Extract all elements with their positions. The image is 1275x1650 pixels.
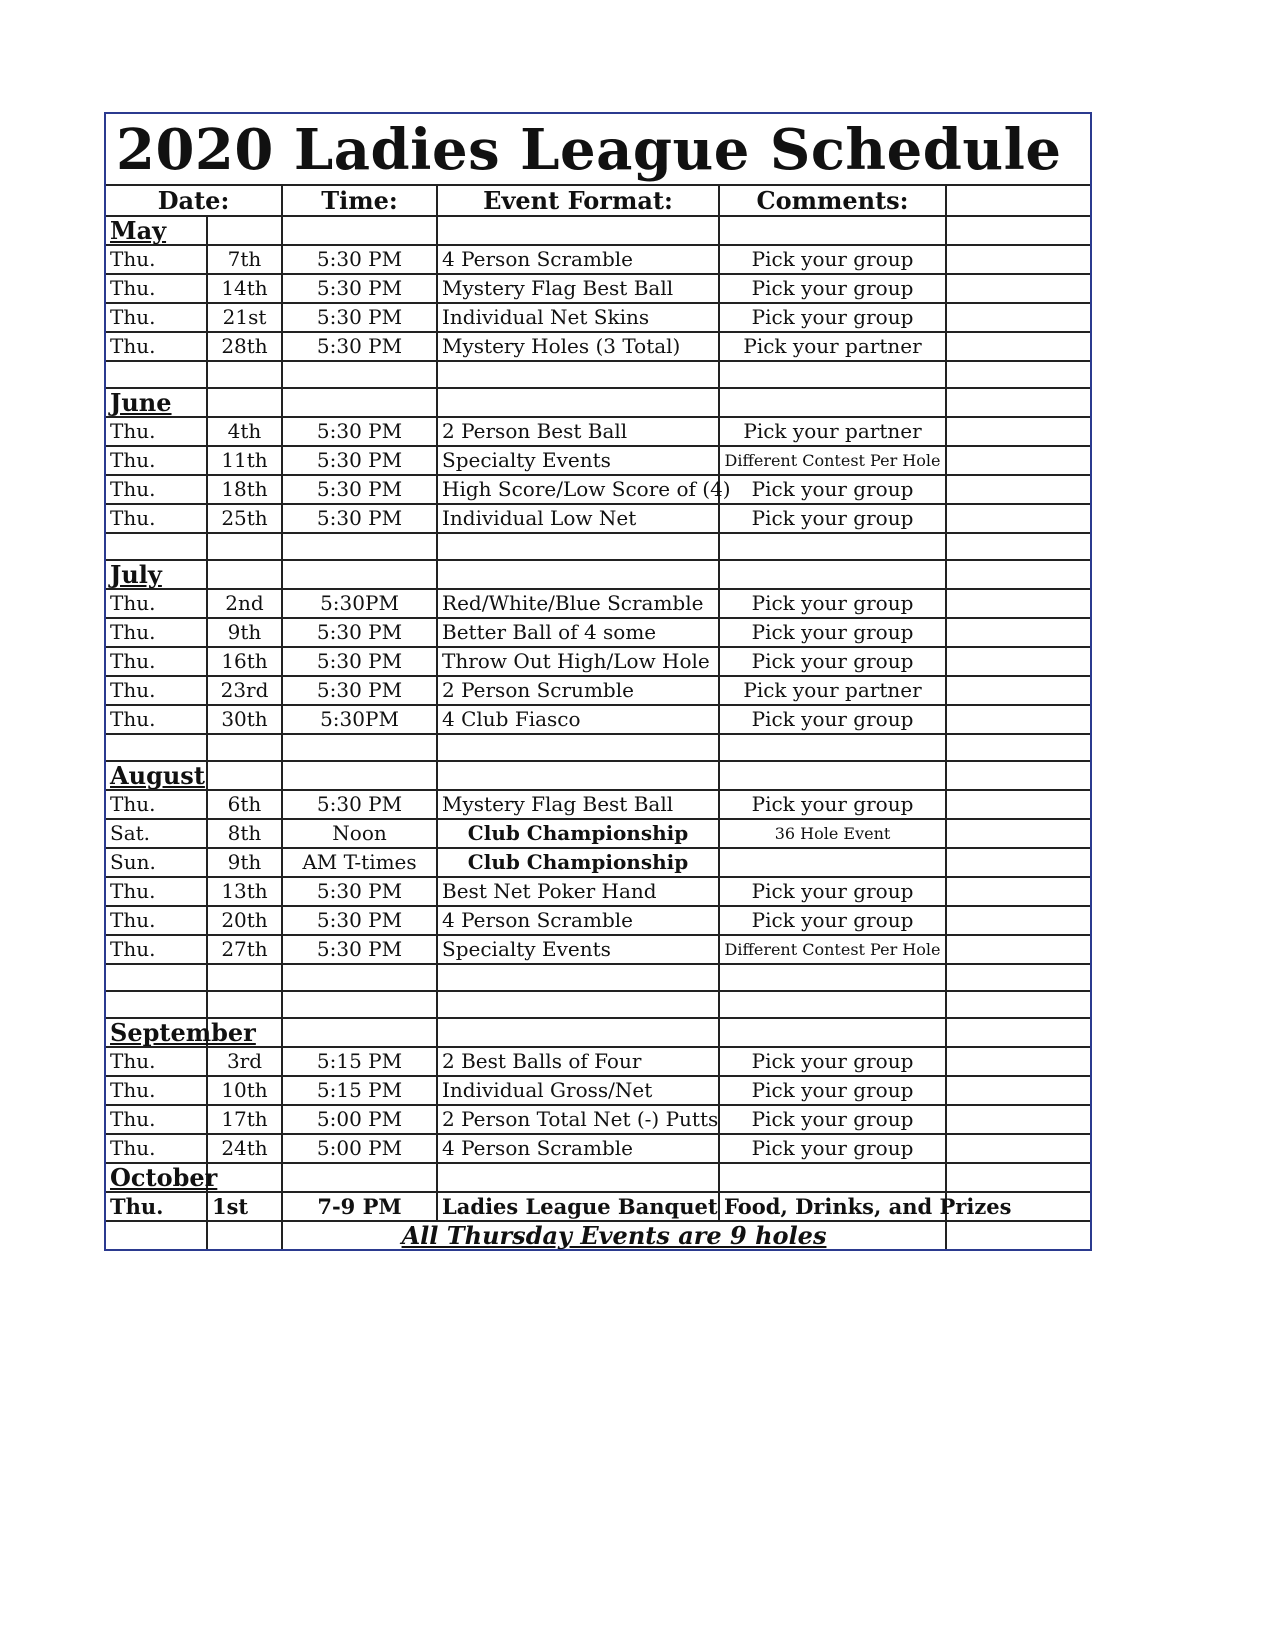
blank-cell xyxy=(946,1163,1090,1192)
event-day: Thu. xyxy=(106,417,207,446)
event-day: Thu. xyxy=(106,1134,207,1163)
event-day: Thu. xyxy=(106,589,207,618)
event-day: Thu. xyxy=(106,1192,207,1221)
blank-cell xyxy=(946,647,1090,676)
event-format: Better Ball of 4 some xyxy=(437,618,719,647)
month-label: June xyxy=(106,388,207,417)
event-comment: Pick your group xyxy=(719,245,946,274)
event-date: 10th xyxy=(207,1076,282,1105)
event-date: 24th xyxy=(207,1134,282,1163)
blank-cell xyxy=(437,533,719,560)
page-title: 2020 Ladies League Schedule xyxy=(106,114,1090,186)
event-row xyxy=(106,819,1090,848)
blank-cell xyxy=(207,216,282,245)
event-time: 5:30 PM xyxy=(282,332,437,361)
event-time: 5:30 PM xyxy=(282,618,437,647)
event-comment: Pick your group xyxy=(719,705,946,734)
event-date: 14th xyxy=(207,274,282,303)
event-day: Thu. xyxy=(106,618,207,647)
blank-cell xyxy=(106,964,207,991)
blank-cell xyxy=(207,361,282,388)
blank-cell xyxy=(946,991,1090,1018)
event-day: Thu. xyxy=(106,705,207,734)
event-time: AM T-times xyxy=(282,848,437,877)
event-row xyxy=(106,618,1090,647)
blank-cell xyxy=(719,734,946,761)
event-date: 30th xyxy=(207,705,282,734)
event-date: 8th xyxy=(207,819,282,848)
blank-cell xyxy=(437,388,719,417)
event-format: 4 Person Scramble xyxy=(437,906,719,935)
blank-cell xyxy=(437,1163,719,1192)
event-comment: Pick your group xyxy=(719,1105,946,1134)
event-date: 9th xyxy=(207,618,282,647)
blank-row xyxy=(106,361,1090,388)
event-day: Thu. xyxy=(106,906,207,935)
blank-cell xyxy=(437,216,719,245)
schedule-body xyxy=(106,186,1090,1249)
blank-cell xyxy=(946,1047,1090,1076)
event-row xyxy=(106,475,1090,504)
event-comment: Food, Drinks, and Prizes xyxy=(719,1192,946,1221)
event-comment: Different Contest Per Hole xyxy=(719,935,946,964)
blank-cell xyxy=(946,245,1090,274)
blank-row xyxy=(106,964,1090,991)
blank-cell xyxy=(946,705,1090,734)
blank-cell xyxy=(282,734,437,761)
event-time: 5:30 PM xyxy=(282,475,437,504)
schedule-table xyxy=(106,186,1090,1249)
event-row xyxy=(106,504,1090,533)
blank-cell xyxy=(719,991,946,1018)
event-date: 16th xyxy=(207,647,282,676)
blank-cell xyxy=(946,216,1090,245)
event-date: 4th xyxy=(207,417,282,446)
event-day: Thu. xyxy=(106,446,207,475)
event-date: 25th xyxy=(207,504,282,533)
event-time: 5:30 PM xyxy=(282,274,437,303)
event-row xyxy=(106,877,1090,906)
event-format: Best Net Poker Hand xyxy=(437,877,719,906)
event-format: 2 Person Total Net (-) Putts xyxy=(437,1105,719,1134)
event-row xyxy=(106,245,1090,274)
blank-cell xyxy=(946,361,1090,388)
blank-cell xyxy=(946,1076,1090,1105)
blank-cell xyxy=(282,560,437,589)
blank-cell xyxy=(946,417,1090,446)
blank-cell xyxy=(207,1163,282,1192)
event-format: Specialty Events xyxy=(437,935,719,964)
blank-cell xyxy=(946,819,1090,848)
event-day: Thu. xyxy=(106,332,207,361)
blank-cell xyxy=(946,1221,1090,1249)
event-comment: Pick your group xyxy=(719,877,946,906)
event-time: 5:15 PM xyxy=(282,1047,437,1076)
month-row-august xyxy=(106,761,1090,790)
blank-cell xyxy=(437,761,719,790)
blank-cell xyxy=(946,274,1090,303)
event-comment: 36 Hole Event xyxy=(719,819,946,848)
event-comment: Pick your partner xyxy=(719,417,946,446)
month-label: September xyxy=(106,1018,207,1047)
event-format: High Score/Low Score of (4) xyxy=(437,475,719,504)
event-row xyxy=(106,935,1090,964)
event-format: Club Championship xyxy=(437,819,719,848)
event-time: 5:00 PM xyxy=(282,1105,437,1134)
blank-cell xyxy=(207,991,282,1018)
blank-cell xyxy=(946,877,1090,906)
event-format: Mystery Flag Best Ball xyxy=(437,790,719,819)
month-row-july xyxy=(106,560,1090,589)
event-date: 11th xyxy=(207,446,282,475)
event-time: 5:30 PM xyxy=(282,446,437,475)
event-row xyxy=(106,303,1090,332)
blank-cell xyxy=(207,964,282,991)
event-date: 21st xyxy=(207,303,282,332)
event-time: 5:30 PM xyxy=(282,676,437,705)
footer-note: All Thursday Events are 9 holes xyxy=(282,1221,946,1249)
blank-cell xyxy=(946,388,1090,417)
event-row xyxy=(106,906,1090,935)
month-label: July xyxy=(106,560,207,589)
blank-cell xyxy=(106,361,207,388)
blank-row xyxy=(106,533,1090,560)
event-comment: Pick your group xyxy=(719,475,946,504)
month-label: October xyxy=(106,1163,207,1192)
blank-row xyxy=(106,991,1090,1018)
event-time: 5:30 PM xyxy=(282,504,437,533)
event-time: 5:30 PM xyxy=(282,877,437,906)
event-day: Thu. xyxy=(106,274,207,303)
blank-cell xyxy=(282,361,437,388)
event-comment: Pick your partner xyxy=(719,676,946,705)
event-time: 5:30PM xyxy=(282,589,437,618)
event-day: Thu. xyxy=(106,877,207,906)
event-date: 9th xyxy=(207,848,282,877)
event-comment: Pick your group xyxy=(719,1134,946,1163)
blank-cell xyxy=(282,964,437,991)
blank-cell xyxy=(719,560,946,589)
month-row-may xyxy=(106,216,1090,245)
event-comment: Pick your partner xyxy=(719,332,946,361)
blank-cell xyxy=(207,734,282,761)
event-time: 5:30 PM xyxy=(282,303,437,332)
event-comment: Pick your group xyxy=(719,906,946,935)
event-day: Sun. xyxy=(106,848,207,877)
event-format: 4 Person Scramble xyxy=(437,245,719,274)
blank-cell xyxy=(207,388,282,417)
extra-header xyxy=(946,186,1090,216)
event-time: 5:30PM xyxy=(282,705,437,734)
blank-cell xyxy=(946,1105,1090,1134)
event-format: Throw Out High/Low Hole xyxy=(437,647,719,676)
blank-cell xyxy=(946,303,1090,332)
event-day: Thu. xyxy=(106,935,207,964)
event-format: Individual Gross/Net xyxy=(437,1076,719,1105)
event-day: Thu. xyxy=(106,245,207,274)
blank-cell xyxy=(946,676,1090,705)
event-time: 5:30 PM xyxy=(282,647,437,676)
blank-cell xyxy=(282,216,437,245)
event-day: Thu. xyxy=(106,1047,207,1076)
event-row xyxy=(106,446,1090,475)
event-time: 5:30 PM xyxy=(282,245,437,274)
event-row xyxy=(106,1076,1090,1105)
blank-cell xyxy=(282,533,437,560)
blank-cell xyxy=(719,1163,946,1192)
event-header: Event Format: xyxy=(437,186,719,216)
event-date: 18th xyxy=(207,475,282,504)
event-date: 17th xyxy=(207,1105,282,1134)
event-day: Thu. xyxy=(106,647,207,676)
event-comment: Pick your group xyxy=(719,303,946,332)
blank-cell xyxy=(719,361,946,388)
event-day: Thu. xyxy=(106,504,207,533)
event-comment: Pick your group xyxy=(719,274,946,303)
event-comment: Pick your group xyxy=(719,647,946,676)
event-date: 13th xyxy=(207,877,282,906)
blank-cell xyxy=(437,361,719,388)
comments-header: Comments: xyxy=(719,186,946,216)
blank-cell xyxy=(719,388,946,417)
footer-row xyxy=(106,1221,1090,1249)
month-label: August xyxy=(106,761,207,790)
event-format: 4 Person Scramble xyxy=(437,1134,719,1163)
month-label: May xyxy=(106,216,207,245)
event-time: 5:30 PM xyxy=(282,417,437,446)
blank-cell xyxy=(946,848,1090,877)
month-row-september xyxy=(106,1018,1090,1047)
event-format: Club Championship xyxy=(437,848,719,877)
blank-cell xyxy=(437,560,719,589)
event-date: 28th xyxy=(207,332,282,361)
event-comment: Pick your group xyxy=(719,1076,946,1105)
event-row xyxy=(106,1105,1090,1134)
blank-cell xyxy=(719,533,946,560)
blank-cell xyxy=(946,734,1090,761)
blank-cell xyxy=(437,734,719,761)
event-day: Thu. xyxy=(106,1076,207,1105)
blank-cell xyxy=(207,1221,282,1249)
event-date: 3rd xyxy=(207,1047,282,1076)
event-row xyxy=(106,332,1090,361)
event-comment: Different Contest Per Hole xyxy=(719,446,946,475)
blank-cell xyxy=(946,1134,1090,1163)
month-row-october xyxy=(106,1163,1090,1192)
header-row xyxy=(106,186,1090,216)
blank-cell xyxy=(719,964,946,991)
event-format: Specialty Events xyxy=(437,446,719,475)
event-comment xyxy=(719,848,946,877)
event-time: 5:00 PM xyxy=(282,1134,437,1163)
blank-cell xyxy=(946,475,1090,504)
blank-cell xyxy=(106,533,207,560)
event-date: 23rd xyxy=(207,676,282,705)
blank-cell xyxy=(106,1221,207,1249)
event-time: 5:30 PM xyxy=(282,906,437,935)
blank-cell xyxy=(719,1018,946,1047)
event-comment: Pick your group xyxy=(719,504,946,533)
blank-cell xyxy=(437,1018,719,1047)
event-row xyxy=(106,417,1090,446)
event-time: 5:15 PM xyxy=(282,1076,437,1105)
blank-cell xyxy=(946,906,1090,935)
blank-cell xyxy=(946,761,1090,790)
blank-cell xyxy=(106,734,207,761)
blank-cell xyxy=(437,991,719,1018)
blank-cell xyxy=(437,964,719,991)
event-row xyxy=(106,848,1090,877)
blank-cell xyxy=(719,761,946,790)
event-row xyxy=(106,705,1090,734)
event-date: 2nd xyxy=(207,589,282,618)
blank-cell xyxy=(719,216,946,245)
event-format: Mystery Flag Best Ball xyxy=(437,274,719,303)
blank-cell xyxy=(946,589,1090,618)
event-time: 5:30 PM xyxy=(282,790,437,819)
event-row xyxy=(106,1134,1090,1163)
event-row xyxy=(106,647,1090,676)
blank-cell xyxy=(946,935,1090,964)
event-day: Sat. xyxy=(106,819,207,848)
event-time: 7-9 PM xyxy=(282,1192,437,1221)
schedule-sheet xyxy=(104,112,1092,1251)
blank-cell xyxy=(282,1163,437,1192)
blank-cell xyxy=(946,446,1090,475)
time-header: Time: xyxy=(282,186,437,216)
event-date: 1st xyxy=(207,1192,282,1221)
event-format: Red/White/Blue Scramble xyxy=(437,589,719,618)
event-row xyxy=(106,274,1090,303)
blank-cell xyxy=(282,388,437,417)
blank-cell xyxy=(946,332,1090,361)
event-row xyxy=(106,676,1090,705)
blank-cell xyxy=(282,761,437,790)
event-format: Mystery Holes (3 Total) xyxy=(437,332,719,361)
date-header: Date: xyxy=(106,186,282,216)
event-row xyxy=(106,589,1090,618)
event-format: 2 Person Scrumble xyxy=(437,676,719,705)
event-day: Thu. xyxy=(106,303,207,332)
blank-cell xyxy=(946,618,1090,647)
blank-cell xyxy=(946,560,1090,589)
event-format: 2 Person Best Ball xyxy=(437,417,719,446)
blank-cell xyxy=(207,761,282,790)
blank-cell xyxy=(946,790,1090,819)
event-row xyxy=(106,1047,1090,1076)
event-date: 6th xyxy=(207,790,282,819)
event-format: Individual Low Net xyxy=(437,504,719,533)
event-day: Thu. xyxy=(106,475,207,504)
event-format: 2 Best Balls of Four xyxy=(437,1047,719,1076)
event-comment: Pick your group xyxy=(719,618,946,647)
blank-cell xyxy=(282,991,437,1018)
event-comment: Pick your group xyxy=(719,589,946,618)
blank-cell xyxy=(207,533,282,560)
event-comment: Pick your group xyxy=(719,1047,946,1076)
blank-row xyxy=(106,734,1090,761)
event-date: 20th xyxy=(207,906,282,935)
blank-cell xyxy=(946,964,1090,991)
event-date: 7th xyxy=(207,245,282,274)
month-row-june xyxy=(106,388,1090,417)
event-format: 4 Club Fiasco xyxy=(437,705,719,734)
blank-cell xyxy=(946,1018,1090,1047)
event-date: 27th xyxy=(207,935,282,964)
event-format: Ladies League Banquet xyxy=(437,1192,719,1221)
blank-cell xyxy=(106,991,207,1018)
blank-cell xyxy=(946,504,1090,533)
event-time: Noon xyxy=(282,819,437,848)
event-comment: Pick your group xyxy=(719,790,946,819)
event-row xyxy=(106,1192,1090,1221)
blank-cell xyxy=(946,533,1090,560)
event-format: Individual Net Skins xyxy=(437,303,719,332)
event-row xyxy=(106,790,1090,819)
event-time: 5:30 PM xyxy=(282,935,437,964)
event-day: Thu. xyxy=(106,1105,207,1134)
event-day: Thu. xyxy=(106,790,207,819)
event-day: Thu. xyxy=(106,676,207,705)
blank-cell xyxy=(207,560,282,589)
blank-cell xyxy=(282,1018,437,1047)
